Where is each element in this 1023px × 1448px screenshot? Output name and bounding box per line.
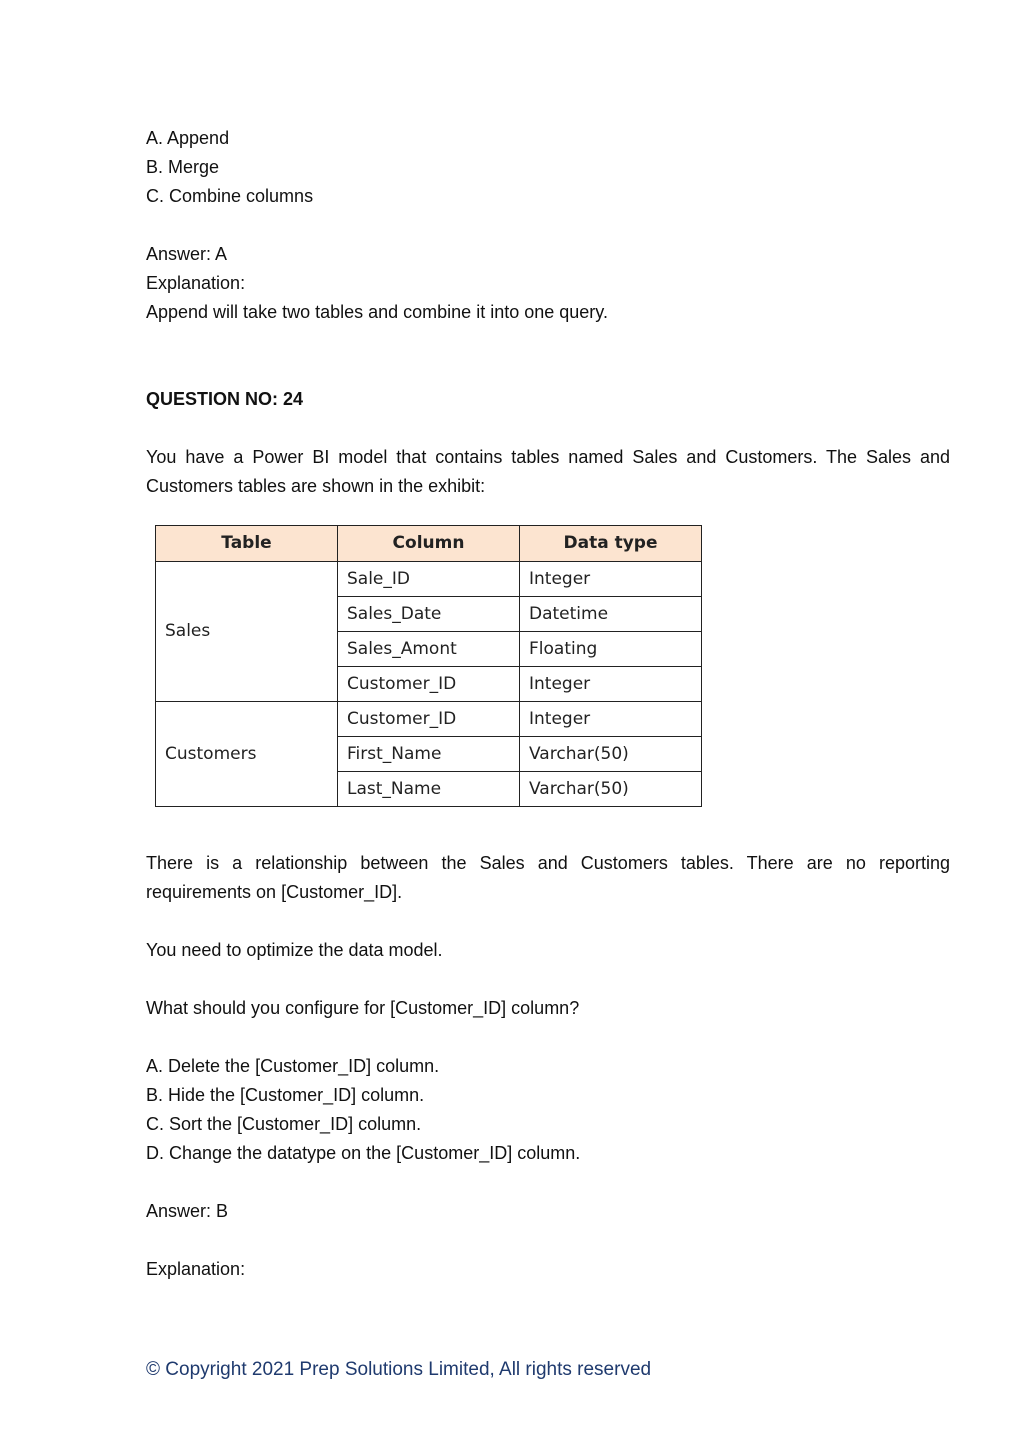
question-answer: Answer: B [146, 1201, 229, 1221]
question-options [146, 1052, 950, 1168]
option-c: C. Sort the [Customer_ID] column. [146, 1114, 422, 1134]
previous-explanation-label: Explanation: [146, 273, 246, 293]
copyright-footer: © Copyright 2021 Prep Solutions Limited, All rights reserved [146, 1359, 652, 1380]
type-cell: Integer [520, 667, 702, 702]
type-cell: Integer [520, 702, 702, 737]
header-column: Column [338, 526, 520, 562]
option-b: B. Hide the [Customer_ID] column. [146, 1085, 425, 1105]
exhibit-header-row [156, 526, 702, 562]
table-name-cell: Sales [156, 562, 338, 702]
table-row [156, 562, 702, 597]
type-cell: Datetime [520, 597, 702, 632]
exhibit-table [155, 525, 702, 807]
previous-question-options [146, 124, 950, 211]
option-c: C. Combine columns [146, 186, 314, 206]
question-heading: QUESTION NO: 24 [146, 389, 304, 409]
question-explanation-label: Explanation: [146, 1259, 246, 1279]
column-cell: Sales_Date [338, 597, 520, 632]
previous-explanation-text: Append will take two tables and combine it into one query. [146, 302, 608, 322]
previous-answer: Answer: A [146, 244, 228, 264]
type-cell: Floating [520, 632, 702, 667]
question-intro: You have a Power BI model that contains tables named Sales and Customers. The Sales and Customers tables are shown in the exhibit: [146, 447, 950, 496]
option-a: A. Append [146, 128, 230, 148]
column-cell: Last_Name [338, 772, 520, 807]
option-b: B. Merge [146, 157, 220, 177]
table-row [156, 702, 702, 737]
column-cell: Sale_ID [338, 562, 520, 597]
type-cell: Varchar(50) [520, 772, 702, 807]
relationship-text: There is a relationship between the Sales and Customers tables. There are no reporting requirements on [Customer_ID]. [146, 853, 950, 902]
type-cell: Integer [520, 562, 702, 597]
header-data-type: Data type [520, 526, 702, 562]
need-text: You need to optimize the data model. [146, 940, 443, 960]
table-name-cell: Customers [156, 702, 338, 807]
column-cell: Sales_Amont [338, 632, 520, 667]
header-table: Table [156, 526, 338, 562]
option-a: A. Delete the [Customer_ID] column. [146, 1056, 440, 1076]
document-page [146, 124, 950, 1284]
column-cell: Customer_ID [338, 667, 520, 702]
question-prompt: What should you configure for [Customer_ID] column? [146, 998, 580, 1018]
column-cell: First_Name [338, 737, 520, 772]
option-d: D. Change the datatype on the [Customer_ID] column. [146, 1143, 581, 1163]
type-cell: Varchar(50) [520, 737, 702, 772]
column-cell: Customer_ID [338, 702, 520, 737]
